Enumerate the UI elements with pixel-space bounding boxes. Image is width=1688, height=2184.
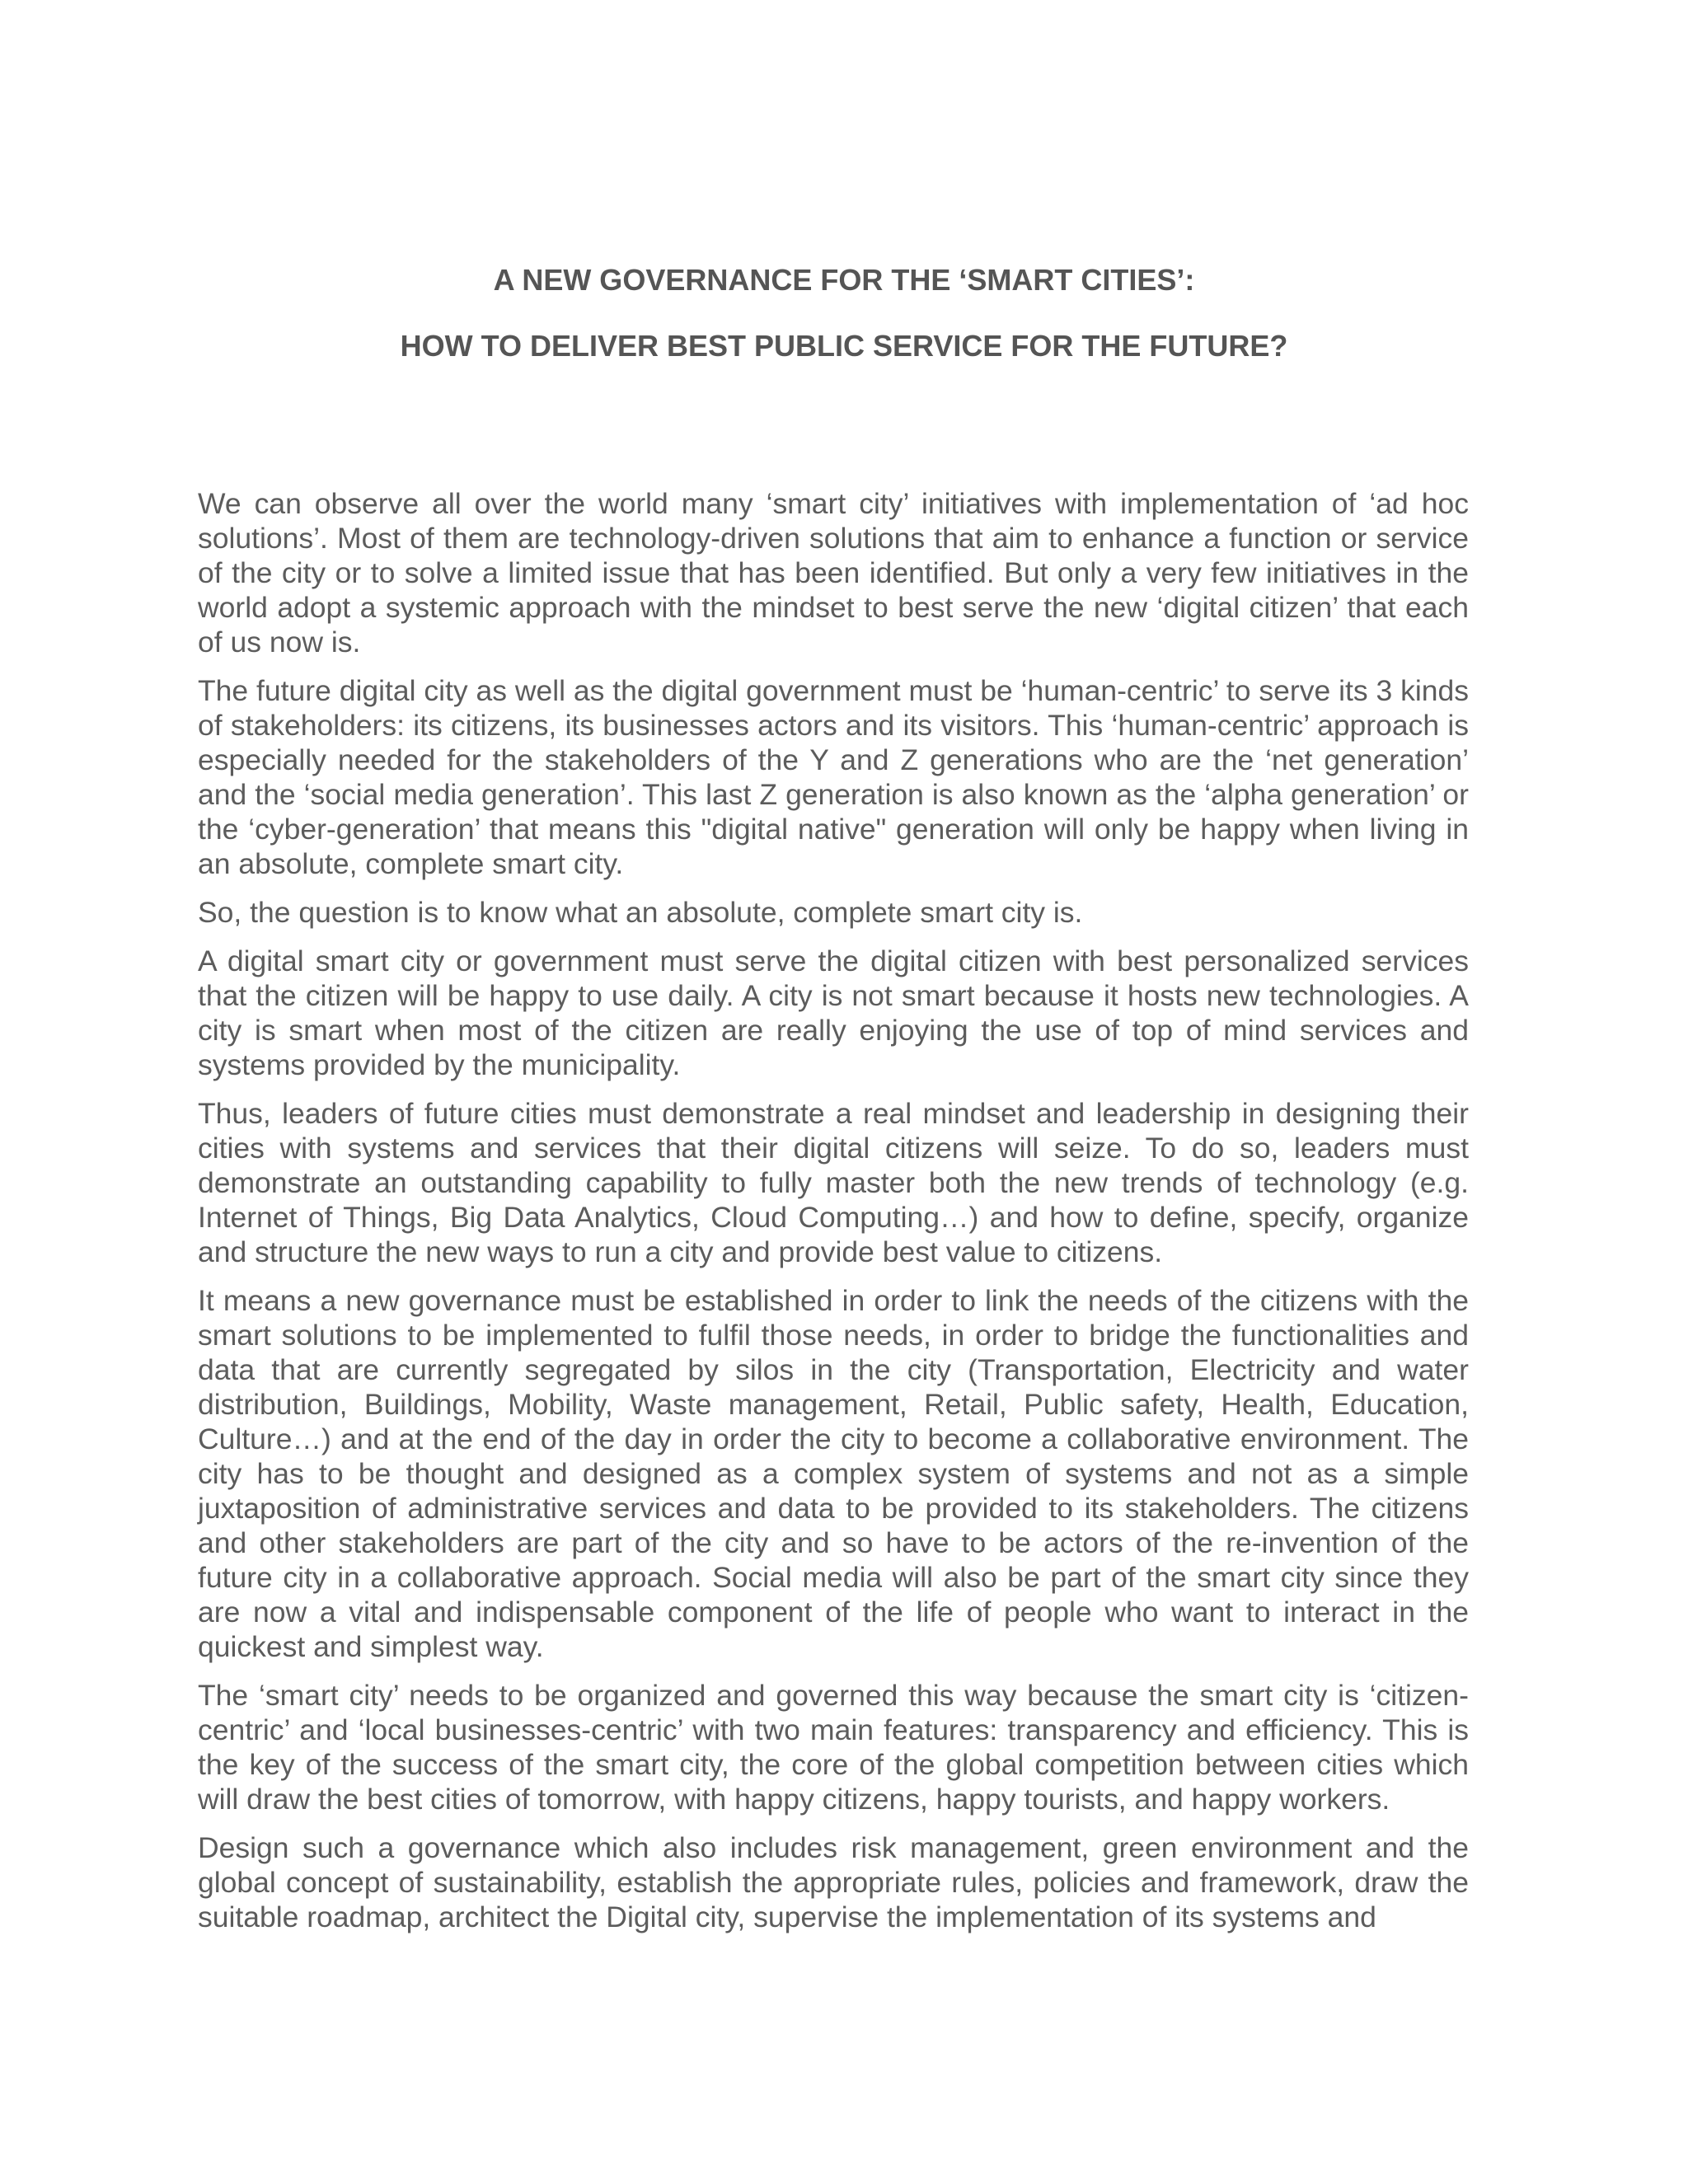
document-body — [198, 486, 1469, 1948]
paragraph-3: So, the question is to know what an absolute, complete smart city is. — [198, 896, 1083, 929]
paragraph-7: The ‘smart city’ needs to be organized and governed this way because the smart city is ‘citizen-centric’ and ‘local businesses-centric’ with two main features: transparency and efficiency. This is the key of the success of the smart city, the core of the global competition between cities which will draw the best cities of tomorrow, with happy citizens, happy tourists, and happy workers. — [198, 1679, 1469, 1816]
paragraph-4: A digital smart city or government must serve the digital citizen with best personalized services that the citizen will be happy to use daily. A city is not smart because it hosts new technologies. A city is smart when most of the citizen are really enjoying the use of top of mind services and systems provided by the municipality. — [198, 944, 1469, 1081]
paragraph-8: Design such a governance which also includes risk management, green environment and the global concept of sustainability, establish the appropriate rules, policies and framework, draw the suitable roadmap, architect the Digital city, supervise the implementation of its systems and — [198, 1831, 1469, 1933]
document-title-line-1: A NEW GOVERNANCE FOR THE ‘SMART CITIES’: — [493, 263, 1195, 297]
paragraph-5: Thus, leaders of future cities must demonstrate a real mindset and leadership in designing their cities with systems and services that their digital citizens will seize. To do so, leaders must demonstrate an outstanding capability to fully master both the new trends of technology (e.g. Internet of Things, Big Data Analytics, Cloud Computing…) and how to define, specify, organize and structure the new ways to run a city and provide best value to citizens. — [198, 1097, 1469, 1268]
paragraph-6: It means a new governance must be established in order to link the needs of the citizens with the smart solutions to be implemented to fulfil those needs, in order to bridge the functionalities and data that are currently segregated by silos in the city (Transportation, Electricity and water distribution, Buildings, Mobility, Waste management, Retail, Public safety, Health, Education, Culture…) and at the end of the day in order the city to become a collaborative environment. The city has to be thought and designed as a complex system of systems and not as a simple juxtaposition of administrative services and data to be provided to its stakeholders. The citizens and other stakeholders are part of the city and so have to be actors of the re-invention of the future city in a collaborative approach. Social media will also be part of the smart city since they are now a vital and indispensable component of the life of people who want to interact in the quickest and simplest way. — [198, 1284, 1469, 1663]
paragraph-2: The future digital city as well as the digital government must be ‘human-centric’ to serve its 3 kinds of stakeholders: its citizens, its businesses actors and its visitors. This ‘human-centric’ approach is especially needed for the stakeholders of the Y and Z generations who are the ‘net generation’ and the ‘social media generation’. This last Z generation is also known as the ‘alpha generation’ or the ‘cyber-generation’ that means this "digital native" generation will only be happy when living in an absolute, complete smart city. — [198, 674, 1469, 880]
document-title-line-2: HOW TO DELIVER BEST PUBLIC SERVICE FOR THE FUTURE? — [400, 329, 1288, 363]
paragraph-1: We can observe all over the world many ‘smart city’ initiatives with implementation of ‘ad hoc solutions’. Most of them are technology-driven solutions that aim to enhance a function or service of the city or to solve a limited issue that has been identified. But only a very few initiatives in the world adopt a systemic approach with the mindset to best serve the new ‘digital citizen’ that each of us now is. — [198, 487, 1469, 658]
